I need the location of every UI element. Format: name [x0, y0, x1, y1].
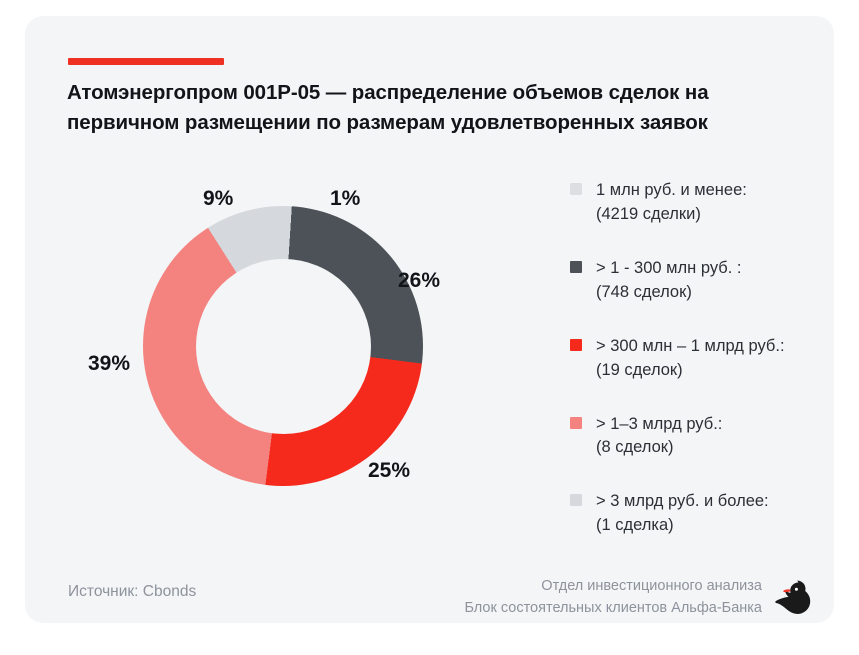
legend-swatch-icon	[570, 339, 582, 351]
donut-chart	[143, 206, 423, 486]
page-title: Атомэнергопром 001Р-05 — распределение объемов сделок на первичном размещении по размерам удовлетворенных заявок	[67, 81, 709, 134]
chart-card	[25, 16, 834, 623]
chart-legend	[570, 179, 840, 568]
data-label-slice-1: 1%	[330, 187, 361, 210]
credits-line-1: Отдел инвестиционного анализа	[541, 578, 762, 594]
data-label-slice-3: 25%	[368, 459, 411, 482]
duck-logo-icon	[768, 578, 812, 618]
accent-bar	[68, 58, 224, 65]
legend-item	[570, 335, 840, 383]
data-label-slice-4: 39%	[88, 352, 131, 375]
legend-swatch-icon	[570, 494, 582, 506]
legend-item-count: (4219 сделки)	[596, 204, 701, 223]
data-label-slice-2: 26%	[398, 269, 441, 292]
legend-swatch-icon	[570, 261, 582, 273]
legend-item-count: (19 сделок)	[596, 360, 683, 379]
legend-item-label: > 1–3 млрд руб.:	[596, 414, 723, 433]
legend-swatch-icon	[570, 417, 582, 429]
legend-item-label: > 300 млн – 1 млрд руб.:	[596, 336, 785, 355]
chart-area	[80, 166, 500, 546]
legend-swatch-icon	[570, 183, 582, 195]
credits	[464, 576, 762, 620]
credits-line-2: Блок состоятельных клиентов Альфа-Банка	[464, 599, 762, 616]
legend-item	[570, 413, 840, 461]
legend-item-label: > 1 - 300 млн руб. :	[596, 258, 742, 277]
legend-item	[570, 257, 840, 305]
legend-item-label: 1 млн руб. и менее:	[596, 181, 747, 199]
legend-item	[570, 179, 840, 227]
donut-hole	[196, 259, 371, 434]
legend-item-count: (748 сделок)	[596, 282, 692, 301]
data-label-slice-5: 9%	[203, 187, 234, 210]
legend-item-count: (8 сделок)	[596, 438, 674, 457]
legend-item-count: (1 сделка)	[596, 516, 674, 535]
legend-item-label: > 3 млрд руб. и более:	[596, 492, 769, 511]
legend-item	[570, 490, 840, 538]
source-text: Источник: Cbonds	[68, 583, 197, 600]
